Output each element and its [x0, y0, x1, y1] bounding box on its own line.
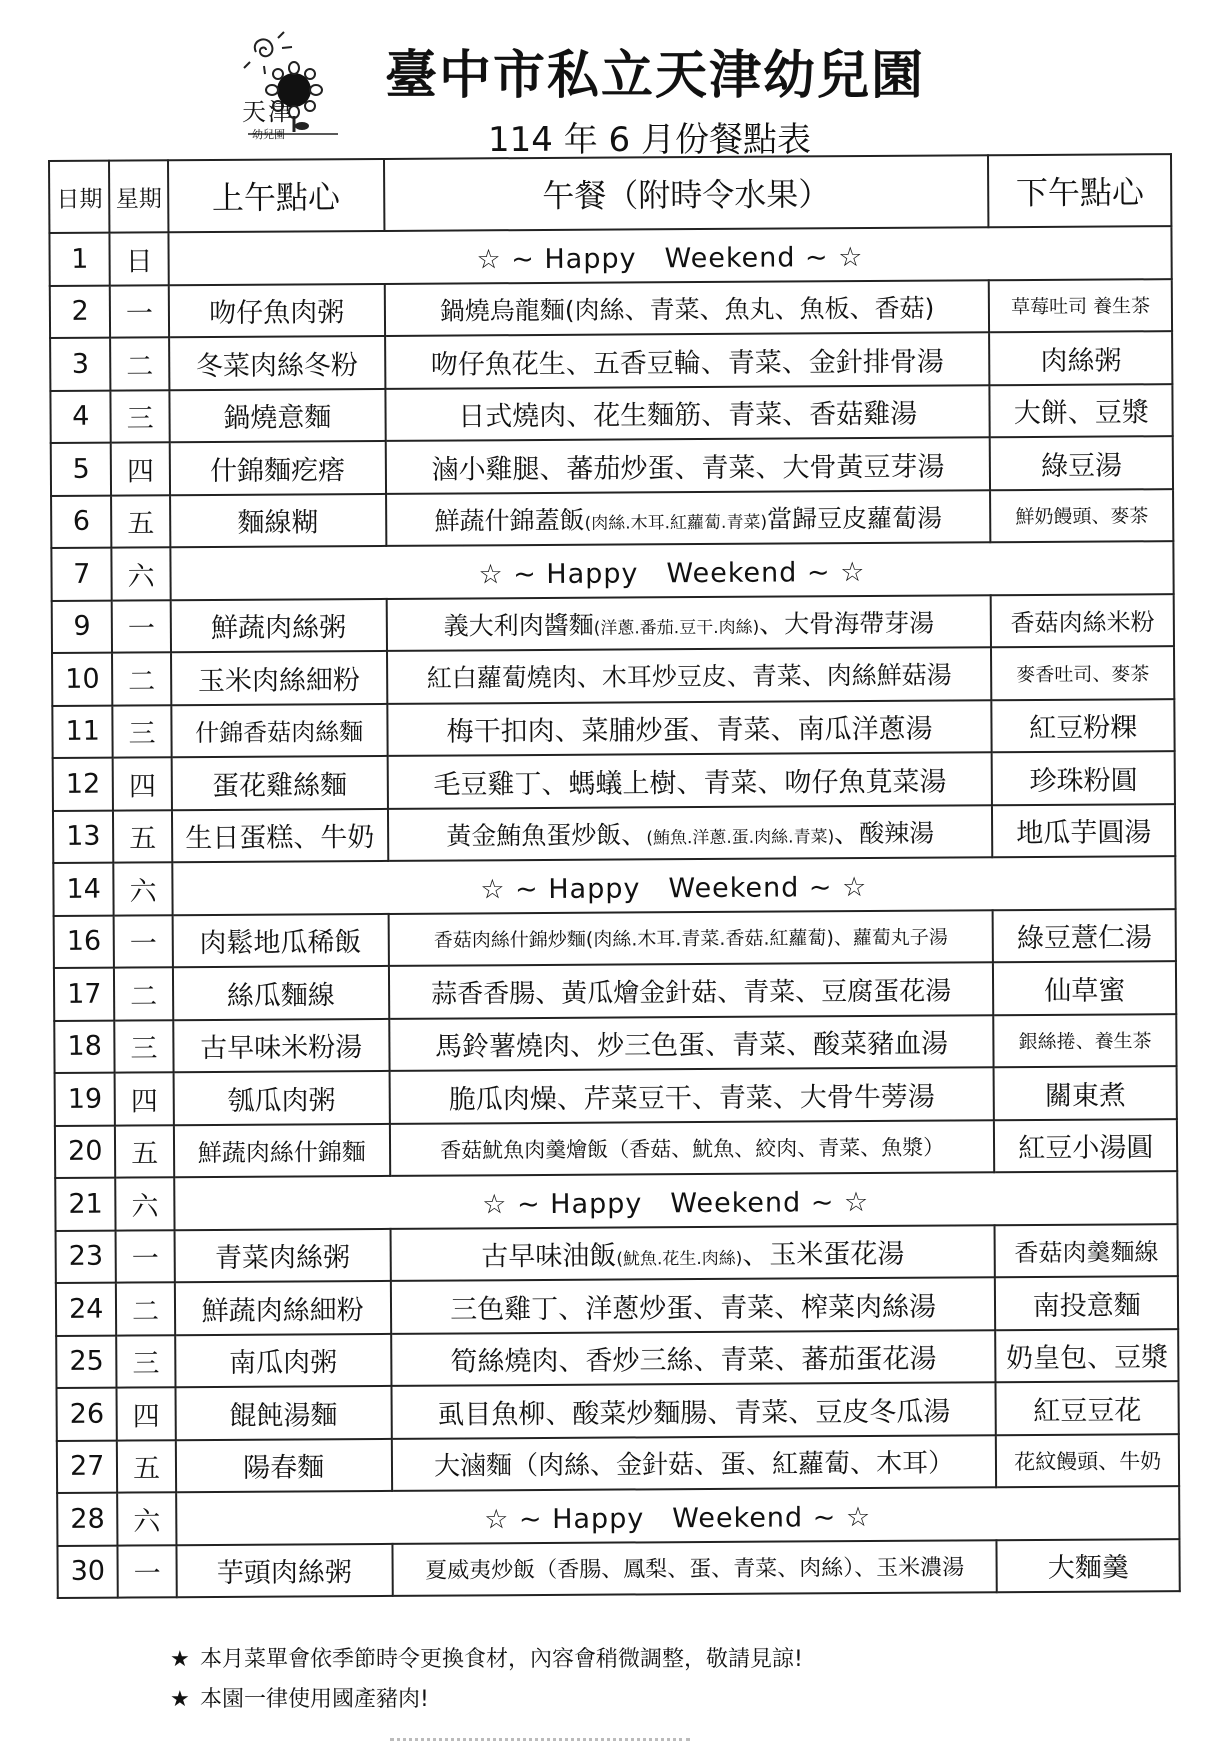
menu-title: 114 年 6 月份餐點表	[488, 120, 811, 160]
weekday-cell: 三	[111, 390, 170, 443]
lunch-main: 古早味油飯	[481, 1240, 617, 1273]
header-date: 日期	[49, 161, 110, 233]
date-cell: 4	[50, 390, 111, 443]
lunch-soup: 、酸辣湯	[834, 818, 935, 848]
weekday-cell: 一	[116, 1230, 175, 1283]
date-cell: 2	[50, 285, 111, 338]
weekday-cell: 五	[117, 1440, 176, 1493]
lunch-main: 鮮蔬什錦蓋飯	[434, 505, 585, 536]
weekday-cell: 六	[116, 1177, 175, 1230]
morning-snack-cell: 什錦麵疙瘩	[169, 441, 385, 495]
afternoon-snack-cell: 珍珠粉圓	[992, 751, 1175, 805]
lunch-cell	[390, 1225, 995, 1281]
table-row	[52, 646, 1174, 705]
weekday-cell: 一	[114, 915, 173, 968]
weekday-cell: 五	[113, 810, 172, 863]
date-cell: 6	[51, 495, 112, 548]
afternoon-snack-cell: 大餅、豆漿	[990, 384, 1173, 438]
date-cell: 17	[54, 968, 115, 1021]
table-row	[55, 1066, 1177, 1125]
lunch-main: 義大利肉醬麵	[443, 610, 594, 641]
lunch-cell	[388, 805, 993, 861]
page-header	[0, 0, 1215, 160]
lunch-soup: 、大骨海帶芽湯	[759, 608, 935, 639]
afternoon-snack-cell: 仙草蜜	[993, 961, 1176, 1015]
weekend-cell: ☆ ~ Happy Weekend ~ ☆	[174, 1171, 1178, 1230]
afternoon-snack-cell: 肉絲粥	[990, 331, 1173, 385]
note-seasonal	[170, 1640, 1070, 1680]
morning-snack-cell: 絲瓜麵線	[173, 966, 389, 1020]
morning-snack-cell: 玉米肉絲細粉	[171, 651, 387, 705]
weekday-cell: 四	[111, 442, 170, 495]
weekday-cell: 一	[112, 600, 171, 653]
weekday-cell: 一	[118, 1545, 177, 1598]
afternoon-snack-cell: 綠豆薏仁湯	[993, 909, 1176, 963]
table-row	[54, 1014, 1176, 1073]
weekday-cell: 四	[115, 1072, 174, 1125]
lunch-cell: 香菇魷魚肉羹燴飯（香菇、魷魚、絞肉、青菜、魚漿）	[390, 1120, 995, 1176]
table-row	[57, 1486, 1179, 1545]
date-cell: 18	[54, 1020, 115, 1073]
date-cell: 9	[52, 600, 113, 653]
afternoon-snack-cell: 香菇肉絲米粉	[991, 594, 1174, 648]
table-row	[54, 961, 1176, 1020]
morning-snack-cell: 鮮蔬肉絲粥	[170, 598, 386, 652]
lunch-cell: 大滷麵（肉絲、金針菇、蛋、紅蘿蔔、木耳）	[392, 1435, 997, 1491]
lunch-cell: 紅白蘿蔔燒肉、木耳炒豆皮、青菜、肉絲鮮菇湯	[387, 647, 992, 703]
date-cell: 27	[57, 1440, 118, 1493]
weekday-cell: 五	[115, 1125, 174, 1178]
table-row	[53, 751, 1175, 810]
header-morning-snack: 上午點心	[168, 159, 385, 232]
table-row	[49, 226, 1171, 285]
date-cell: 1	[49, 233, 110, 286]
table-row	[52, 699, 1174, 758]
morning-snack-cell: 古早味米粉湯	[173, 1018, 389, 1072]
note-pork-text: 本園一律使用國產豬肉!	[200, 1687, 429, 1712]
lunch-soup: 、玉米蛋花湯	[742, 1239, 905, 1272]
date-cell: 12	[53, 758, 114, 811]
header-afternoon-snack: 下午點心	[988, 154, 1171, 227]
afternoon-snack-cell: 綠豆湯	[990, 436, 1173, 490]
date-cell: 10	[52, 653, 113, 706]
table-row	[57, 1539, 1179, 1598]
date-cell: 19	[55, 1073, 116, 1126]
table-row	[53, 856, 1175, 915]
afternoon-snack-cell: 紅豆豆花	[996, 1381, 1179, 1435]
table-row	[51, 541, 1173, 600]
morning-snack-cell: 芋頭肉絲粥	[176, 1543, 392, 1597]
afternoon-snack-cell: 地瓜芋圓湯	[992, 804, 1175, 858]
afternoon-snack-cell: 大麵羹	[997, 1539, 1180, 1593]
table-row	[55, 1119, 1177, 1178]
date-cell: 23	[56, 1230, 117, 1283]
date-cell: 25	[56, 1335, 117, 1388]
morning-snack-cell: 什錦香菇肉絲麵	[171, 703, 387, 757]
afternoon-snack-cell: 南投意麵	[995, 1276, 1178, 1330]
date-cell: 14	[53, 863, 114, 916]
star-icon: ★	[170, 1687, 190, 1712]
afternoon-snack-cell: 紅豆小湯圓	[994, 1119, 1177, 1173]
date-cell: 20	[55, 1125, 116, 1178]
weekday-cell: 三	[117, 1335, 176, 1388]
table-row	[51, 489, 1173, 548]
morning-snack-cell: 南瓜肉粥	[175, 1333, 391, 1387]
weekday-cell: 一	[110, 285, 169, 338]
afternoon-snack-cell: 鮮奶饅頭、麥茶	[990, 489, 1173, 543]
lunch-ingredients: (肉絲.木耳.紅蘿蔔.青菜)	[584, 512, 768, 534]
morning-snack-cell: 鍋燒意麵	[169, 388, 385, 442]
date-cell: 30	[57, 1545, 118, 1598]
afternoon-snack-cell: 草莓吐司 養生茶	[989, 279, 1172, 333]
lunch-cell: 日式燒肉、花生麵筋、青菜、香菇雞湯	[385, 385, 990, 441]
weekday-cell: 三	[115, 1020, 174, 1073]
lunch-cell: 三色雞丁、洋蔥炒蛋、青菜、榨菜肉絲湯	[391, 1277, 996, 1333]
lunch-cell: 夏威夷炒飯（香腸、鳳梨、蛋、青菜、肉絲）、玉米濃湯	[392, 1540, 997, 1596]
table-row	[53, 804, 1175, 863]
date-cell: 28	[57, 1493, 118, 1546]
table-row	[50, 331, 1172, 390]
header-lunch: 午餐（附時令水果）	[384, 155, 989, 231]
faint-footer-mark	[390, 1738, 690, 1751]
school-name-title: 臺中市私立天津幼兒園	[385, 46, 926, 106]
lunch-cell	[386, 595, 991, 651]
lunch-cell: 脆瓜肉燥、芹菜豆干、青菜、大骨牛蒡湯	[389, 1067, 994, 1123]
weekend-cell: ☆ ~ Happy Weekend ~ ☆	[172, 856, 1176, 915]
afternoon-snack-cell: 麥香吐司、麥茶	[991, 646, 1174, 700]
logo-subtitle: 幼兒園	[252, 128, 285, 141]
weekday-cell: 四	[113, 757, 172, 810]
table-row	[51, 436, 1173, 495]
weekday-cell: 二	[114, 967, 173, 1020]
weekday-cell: 三	[113, 705, 172, 758]
date-cell: 11	[52, 705, 113, 758]
table-row	[54, 909, 1176, 968]
date-cell: 13	[53, 810, 114, 863]
date-cell: 26	[57, 1388, 118, 1441]
star-icon: ★	[170, 1647, 190, 1672]
lunch-cell: 香菇肉絲什錦炒麵(肉絲.木耳.青菜.香菇.紅蘿蔔)、蘿蔔丸子湯	[388, 910, 993, 966]
lunch-cell: 鍋燒烏龍麵(肉絲、青菜、魚丸、魚板、香菇)	[385, 280, 990, 336]
sunflower-logo-icon	[228, 30, 368, 150]
lunch-cell: 馬鈴薯燒肉、炒三色蛋、青菜、酸菜豬血湯	[389, 1015, 994, 1071]
weekend-cell: ☆ ~ Happy Weekend ~ ☆	[176, 1486, 1180, 1545]
afternoon-snack-cell: 花紋饅頭、牛奶	[996, 1434, 1179, 1488]
table-row	[57, 1381, 1179, 1440]
morning-snack-cell: 鮮蔬肉絲什錦麵	[174, 1123, 390, 1177]
lunch-main: 黃金鮪魚蛋炒飯、	[446, 820, 647, 851]
date-cell: 24	[56, 1283, 117, 1336]
weekday-cell: 二	[111, 337, 170, 390]
date-cell: 5	[51, 443, 112, 496]
afternoon-snack-cell: 關東煮	[994, 1066, 1177, 1120]
morning-snack-cell: 肉鬆地瓜稀飯	[172, 913, 388, 967]
table-row	[56, 1224, 1178, 1283]
morning-snack-cell: 青菜肉絲粥	[174, 1228, 390, 1282]
date-cell: 7	[51, 548, 112, 601]
weekday-cell: 六	[118, 1492, 177, 1545]
table-row	[52, 594, 1174, 653]
date-cell: 21	[55, 1178, 116, 1231]
table-row	[55, 1171, 1177, 1230]
morning-snack-cell: 麵線糊	[170, 493, 386, 547]
morning-snack-cell: 生日蛋糕、牛奶	[172, 808, 388, 862]
morning-snack-cell: 陽春麵	[175, 1438, 391, 1492]
lunch-ingredients: (洋蔥.番茄.豆干.肉絲)	[593, 617, 760, 639]
afternoon-snack-cell: 紅豆粉粿	[992, 699, 1175, 753]
table-row	[56, 1276, 1178, 1335]
lunch-cell: 梅干扣肉、菜脯炒蛋、青菜、南瓜洋蔥湯	[387, 700, 992, 756]
lunch-cell: 虱目魚柳、酸菜炒麵腸、青菜、豆皮冬瓜湯	[391, 1382, 996, 1438]
header-weekday: 星期	[109, 160, 168, 232]
weekday-cell: 四	[117, 1387, 176, 1440]
table-row	[56, 1329, 1178, 1388]
note-seasonal-text: 本月菜單會依季節時令更換食材，內容會稍微調整，敬請見諒!	[200, 1647, 803, 1672]
morning-snack-cell: 吻仔魚肉粥	[168, 283, 384, 337]
weekday-cell: 二	[116, 1282, 175, 1335]
footnotes	[170, 1640, 1070, 1720]
weekend-cell: ☆ ~ Happy Weekend ~ ☆	[170, 541, 1174, 600]
lunch-cell: 毛豆雞丁、螞蟻上樹、青菜、吻仔魚莧菜湯	[387, 752, 992, 808]
table-row	[57, 1434, 1179, 1493]
weekday-cell: 二	[112, 652, 171, 705]
lunch-ingredients: (鮪魚.洋蔥.蛋.肉絲.青菜)	[646, 826, 835, 849]
lunch-cell: 筍絲燒肉、香炒三絲、青菜、蕃茄蛋花湯	[391, 1330, 996, 1386]
school-logo	[228, 30, 368, 150]
meal-menu-table	[48, 153, 1181, 1599]
morning-snack-cell: 冬菜肉絲冬粉	[169, 336, 385, 390]
lunch-cell	[386, 490, 991, 546]
lunch-soup: 當歸豆皮蘿蔔湯	[766, 503, 943, 534]
morning-snack-cell: 餛飩湯麵	[175, 1386, 391, 1440]
date-cell: 16	[54, 915, 115, 968]
lunch-ingredients: (魷魚.花生.肉絲)	[616, 1249, 743, 1270]
afternoon-snack-cell: 奶皇包、豆漿	[996, 1329, 1179, 1383]
table-header-row	[49, 154, 1171, 233]
morning-snack-cell: 瓠瓜肉粥	[173, 1071, 389, 1125]
table-row	[50, 279, 1172, 338]
lunch-cell: 滷小雞腿、蕃茄炒蛋、青菜、大骨黃豆芽湯	[386, 437, 991, 493]
logo-name: 天津	[242, 98, 294, 126]
weekend-cell: ☆ ~ Happy Weekend ~ ☆	[168, 226, 1172, 285]
lunch-cell: 吻仔魚花生、五香豆輪、青菜、金針排骨湯	[385, 332, 990, 388]
weekday-cell: 六	[112, 547, 171, 600]
weekday-cell: 日	[110, 232, 169, 285]
afternoon-snack-cell: 銀絲捲、養生茶	[994, 1014, 1177, 1068]
morning-snack-cell: 蛋花雞絲麵	[171, 756, 387, 810]
date-cell: 3	[50, 338, 111, 391]
weekday-cell: 六	[114, 862, 173, 915]
note-pork	[170, 1680, 1070, 1720]
lunch-cell: 蒜香香腸、黃瓜燴金針菇、青菜、豆腐蛋花湯	[389, 962, 994, 1018]
afternoon-snack-cell: 香菇肉羹麵線	[995, 1224, 1178, 1278]
table-row	[50, 384, 1172, 443]
weekday-cell: 五	[112, 495, 171, 548]
morning-snack-cell: 鮮蔬肉絲細粉	[175, 1281, 391, 1335]
